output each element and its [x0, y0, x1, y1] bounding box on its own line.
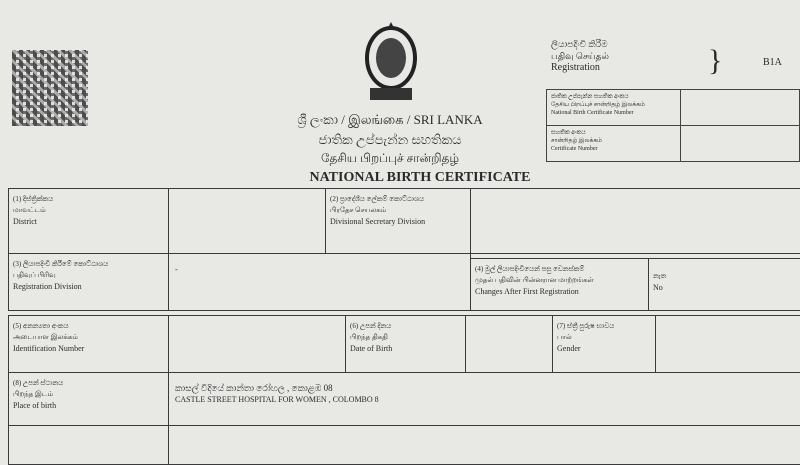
- changes-value: නැත No: [648, 258, 800, 311]
- registration-label: [551, 38, 609, 74]
- ds-division-label: (2) ප්‍රාදේශීය ලේකම් කොට්ඨාශය பிரதேச செயலகம் Divisional Secretary Division: [325, 188, 471, 254]
- place-of-birth-label: (8) උපන් ස්ථානය பிறந்த இடம் Place of birth: [8, 372, 169, 426]
- qr-code: [12, 50, 88, 126]
- certificate-number-label: සහතික අංකය சான்றிதழ் இலக்கம் Certificate Number: [547, 126, 681, 162]
- table-row: [547, 90, 800, 126]
- table-row: [547, 126, 800, 162]
- id-number-label: (5) අනන්‍යතා අංකය அடையாள இலக்கம் Identification Number: [8, 315, 169, 373]
- registration-ta: பதிவு செய்தல்: [551, 51, 609, 61]
- changes-label: (4) මුල් ලියාපදිංචියෙන් පසු වෙනස්කම් முதல் பதிவின் பின்னரான மாற்றங்கள் Changes After First Registration: [470, 258, 649, 311]
- ds-division-value: [470, 188, 800, 254]
- dob-value: [465, 315, 553, 373]
- national-emblem: [362, 20, 420, 104]
- title-tamil: தேசிய பிறப்புச் சான்றிதழ்: [321, 151, 459, 165]
- country-heading: ශ්‍රී ලංකා / இலங்கை / SRI LANKA: [297, 112, 483, 127]
- title-sinhala: ජාතික උප්පැන්න සහතිකය: [318, 132, 462, 147]
- nbc-number-value: [681, 90, 800, 126]
- registration-numbers-table: [546, 89, 800, 162]
- title-english: NATIONAL BIRTH CERTIFICATE: [309, 170, 531, 185]
- id-number-value: [168, 315, 346, 373]
- certificate-number-value: [681, 126, 800, 162]
- dob-label: (6) උපන් දිනය பிறந்த திகதி Date of Birth: [345, 315, 466, 373]
- next-row-label: [8, 425, 169, 465]
- next-row-value: [168, 425, 800, 465]
- gender-value: [655, 315, 800, 373]
- district-label: (1) දිස්ත්‍රික්කය மாவட்டம் District: [8, 188, 169, 254]
- registration-si: ලියාපදිංචි කිරීම: [551, 39, 608, 49]
- nbc-number-label: ජාතික උප්පැන්න සහතික අංකය தேசிய பிறப்புச் சான்றிதழ் இலக்கம் National Birth Certificate Number: [547, 90, 681, 126]
- form-code: B1A: [763, 57, 782, 68]
- registration-division-label: (3) ලියාපදිංචි කිරීමේ කොට්ඨාශය பதிவுப் பிரிவு Registration Division: [8, 253, 169, 311]
- gender-label: (7) ස්ත්‍රී පුරුෂ භාවය பால் Gender: [552, 315, 656, 373]
- brace: }: [708, 44, 723, 77]
- district-value: [168, 188, 326, 254]
- registration-division-value: -: [168, 253, 471, 311]
- place-of-birth-value: කාසල් වීදියේ කාන්තා රෝහල , කොළඹ 08 CASTLE STREET HOSPITAL FOR WOMEN , COLOMBO 8: [168, 372, 800, 426]
- registration-en: Registration: [551, 62, 600, 73]
